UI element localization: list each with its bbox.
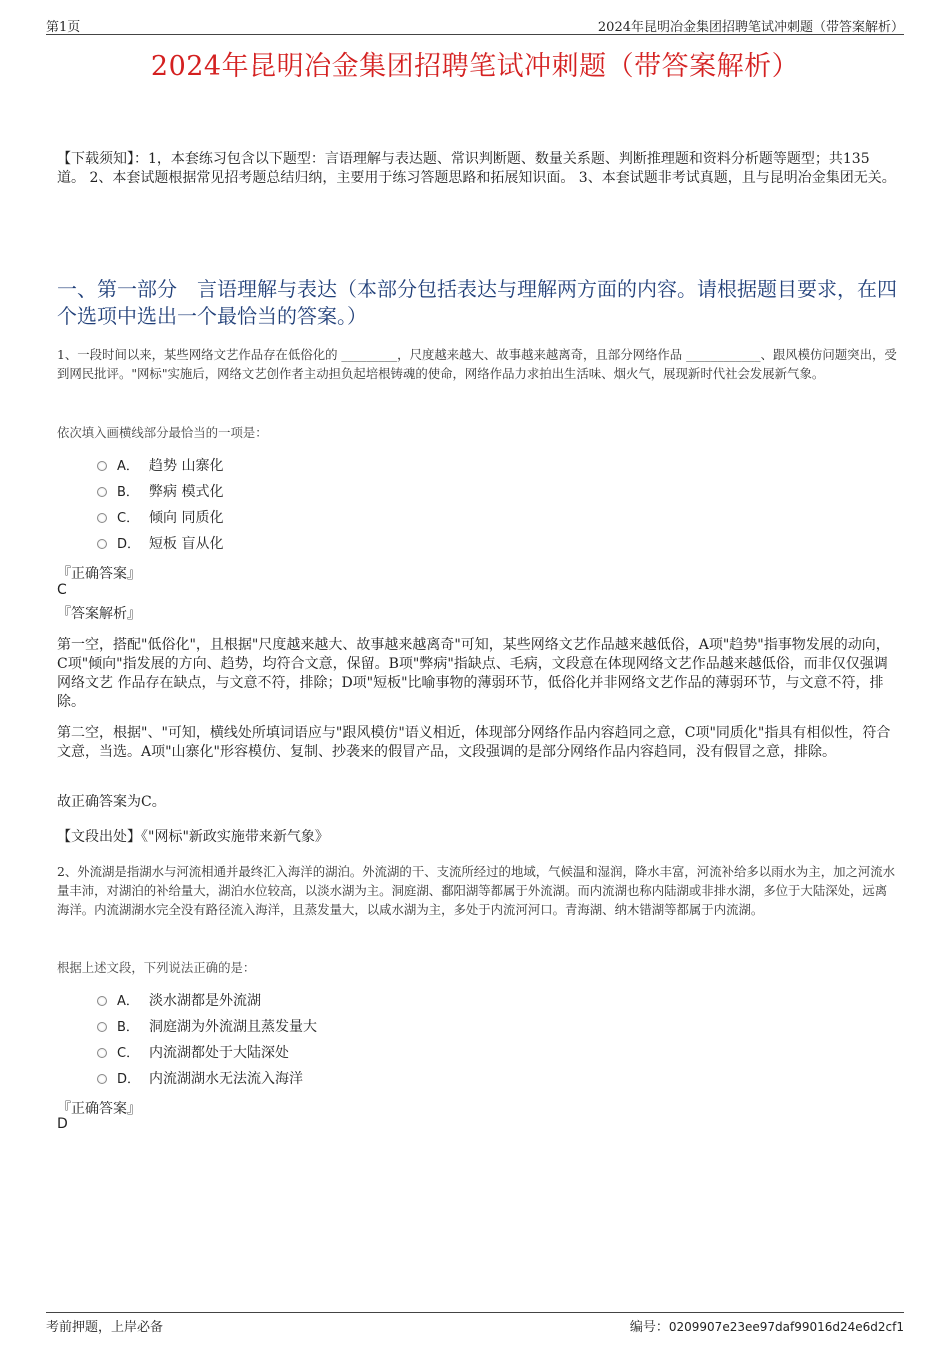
question-1-option-d[interactable] [97, 534, 223, 554]
option-key: D． [117, 1072, 141, 1087]
download-notice: 【下载须知】：1，本套练习包含以下题型：言语理解与表达题、常识判断题、数量关系题、判断推理题和资料分析题等题型；共135道。 2、本套试题根据常见招考题总结归纳，主要用于练习答题思路和拓展知识面。 3、本套试题非考试真题，且与昆明冶金集团无关。 [57, 151, 896, 186]
option-key: D． [117, 537, 141, 552]
radio-icon[interactable] [97, 513, 107, 523]
header-doc-title: 2024年昆明冶金集团招聘笔试冲刺题（带答案解析） [597, 20, 904, 35]
section-heading: 一、第一部分 言语理解与表达（本部分包括表达与理解两方面的内容。请根据题目要求，在四个选项中选出一个最恰当的答案。） [57, 277, 897, 328]
question-2-prompt: 根据上述文段，下列说法正确的是： [57, 960, 256, 975]
question-2-text: 2、外流湖是指湖水与河流相通并最终汇入海洋的湖泊。外流湖的干、支流所经过的地域，气候温和湿润，降水丰富，河流补给多以雨水为主，加之河流水量丰沛，对湖泊的补给量大，湖泊水位较高，以淡水湖为主。洞庭湖、鄱阳湖等都属于外流湖。而内流湖也称内陆湖或非排水湖，多位于大陆深处，远离海洋。内流湖湖水完全没有路径流入海洋，且蒸发量大，以咸水湖为主，多处于内流河河口。青海湖、纳木错湖等都属于内流湖。 [57, 864, 896, 917]
radio-icon[interactable] [97, 1074, 107, 1084]
question-1-conclusion: 故正确答案为C。 [57, 794, 166, 810]
option-key: C． [117, 511, 140, 526]
question-1-answer: C [57, 582, 67, 598]
option-text: 短板 盲从化 [149, 536, 224, 552]
question-1-prompt: 依次填入画横线部分最恰当的一项是： [57, 425, 268, 440]
question-1-option-c[interactable] [97, 508, 223, 528]
question-2-answer-label: 『正确答案』 [57, 1101, 141, 1117]
question-2-option-d[interactable] [97, 1069, 303, 1089]
page-number: 第1页 [46, 20, 81, 35]
option-text: 淡水湖都是外流湖 [149, 993, 261, 1009]
question-1-text: 1、一段时间以来，某些网络文艺作品存在低俗化的 _________，尺度越来越大、故事越来越离奇，且部分网络作品 ____________、跟风模仿问题突出，受到网民批评。"网标"实施后，网络文艺创作者主动担负起培根铸魂的使命，网络作品力求拍出生活味、烟火气，展现新时代社会发展新气象。 [57, 347, 897, 381]
question-1-answer-label: 『正确答案』 [57, 566, 141, 582]
option-key: B． [117, 485, 139, 500]
footer-code-value: 0209907e23ee97daf99016d24e6d2cf1 [668, 1320, 904, 1334]
radio-icon[interactable] [97, 1022, 107, 1032]
question-2-option-a[interactable] [97, 991, 261, 1011]
footer-slogan: 考前押题，上岸必备 [46, 1320, 164, 1335]
radio-icon[interactable] [97, 487, 107, 497]
option-text: 倾向 同质化 [149, 510, 224, 526]
footer-code [630, 1316, 904, 1335]
radio-icon[interactable] [97, 996, 107, 1006]
question-2-answer: D [57, 1116, 68, 1132]
document-title: 2024年昆明冶金集团招聘笔试冲刺题（带答案解析） [150, 51, 800, 82]
option-text: 趋势 山寨化 [149, 458, 224, 474]
question-1-analysis-paragraph: 第一空，搭配"低俗化"，且根据"尺度越来越大、故事越来越离奇"可知，某些网络文艺作品越来越低俗，A项"趋势"指事物发展的动向，C项"倾向"指发展的方向、趋势，均符合文意，保留。B项"弊病"指缺点、毛病，文段意在体现网络文艺作品越来越低俗，而非仅仅强调 网络文艺 作品存在缺点，与文意不符，排除；D项"短板"比喻事物的薄弱环节，低俗化并非网络文艺作品的薄弱环节，与文意不符，排除。 [57, 637, 890, 710]
footer-code-label: 编号： [629, 1320, 669, 1335]
page-header [46, 14, 904, 35]
radio-icon[interactable] [97, 1048, 107, 1058]
option-text: 内流湖都处于大陆深处 [149, 1045, 289, 1061]
question-1-analysis-paragraph: 第二空，根据"、"可知，横线处所填词语应与"跟风模仿"语义相近，体现部分网络作品内容趋同之意，C项"同质化"指具有相似性，符合文意，当选。A项"山寨化"形容模仿、复制、抄袭来的假冒产品，文段强调的是部分网络作品内容趋同，没有假冒之意，排除。 [57, 725, 891, 760]
option-key: C． [117, 1046, 140, 1061]
option-text: 内流湖湖水无法流入海洋 [149, 1071, 303, 1087]
option-key: A． [117, 459, 139, 474]
option-key: A． [117, 994, 139, 1009]
question-1-option-a[interactable] [97, 456, 223, 476]
question-1-analysis-label: 『答案解析』 [57, 606, 141, 622]
question-1-source: 【文段出处】《"网标"新政实施带来新气象》 [57, 829, 329, 845]
radio-icon[interactable] [97, 461, 107, 471]
footer-divider [46, 1312, 904, 1313]
question-1-option-b[interactable] [97, 482, 223, 502]
radio-icon[interactable] [97, 539, 107, 549]
option-key: B． [117, 1020, 139, 1035]
option-text: 洞庭湖为外流湖且蒸发量大 [149, 1019, 317, 1035]
option-text: 弊病 模式化 [149, 484, 224, 500]
question-2-option-b[interactable] [97, 1017, 317, 1037]
question-2-option-c[interactable] [97, 1043, 289, 1063]
